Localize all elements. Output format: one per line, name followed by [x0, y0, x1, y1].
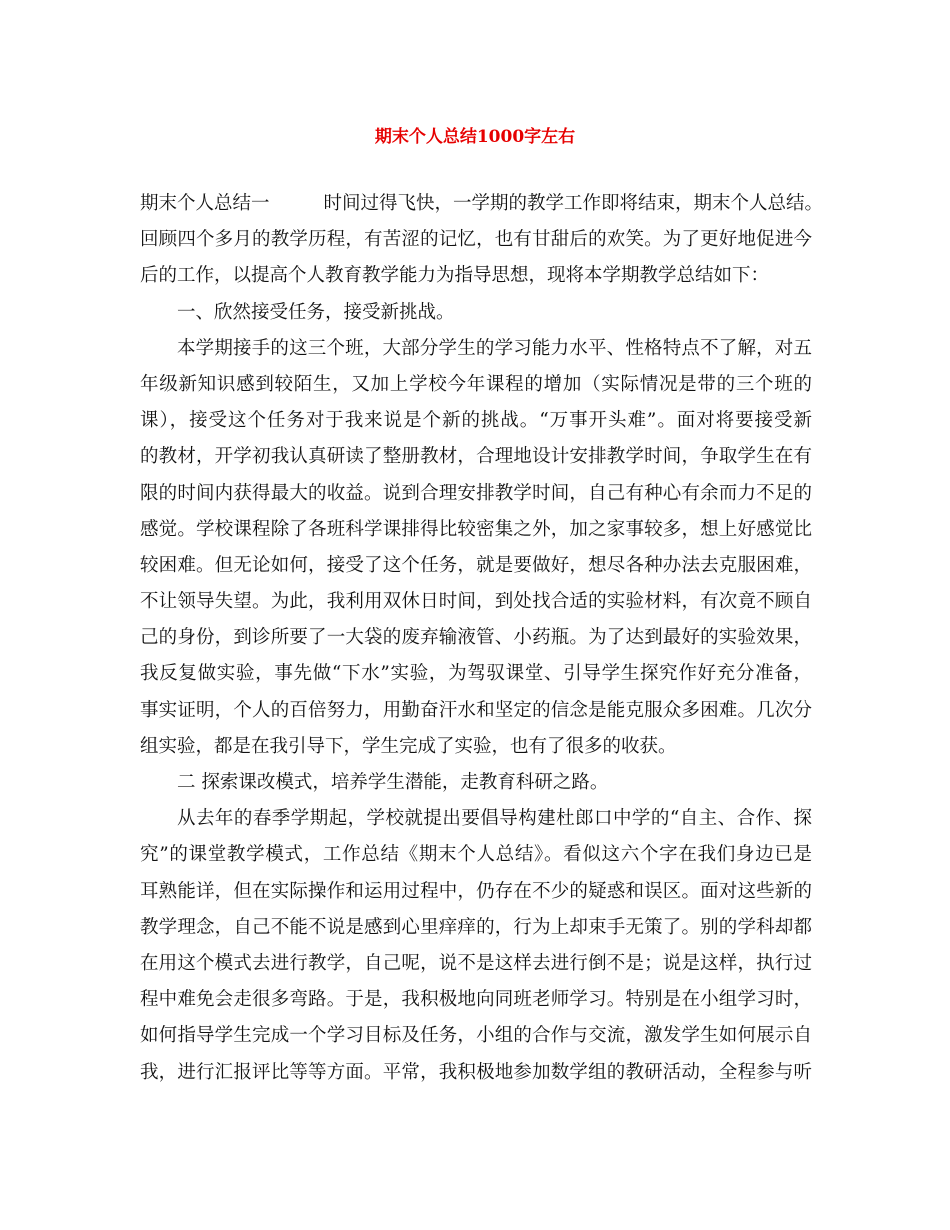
text-line: 限的时间内获得最大的收益。说到合理安排教学时间，自己有种心有余而力不足的 — [140, 482, 812, 504]
text-line: 后的工作，以提高个人教育教学能力为指导思想，现将本学期教学总结如下： — [140, 265, 770, 287]
document-title: 期末个人总结1000字左右 — [374, 127, 576, 147]
text-line: 究”的课堂教学模式，工作总结《期末个人总结》。看似这六个字在我们身边已是 — [140, 844, 812, 866]
text-line: 我，进行汇报评比等等方面。平常，我积极地参加数学组的教研活动，全程参与听 — [140, 1061, 812, 1083]
text-line: 我反复做实验，事先做“下水”实验，为驾驭课堂、引导学生探究作好充分准备， — [140, 663, 812, 685]
text-line: 感觉。学校课程除了各班科学课排得比较密集之外，加之家事较多，想上好感觉比 — [140, 518, 812, 540]
text-line: 耳熟能详，但在实际操作和运用过程中，仍存在不少的疑惑和误区。面对这些新的 — [140, 880, 812, 902]
section-heading-2: 二 探索课改模式，培养学生潜能，走教育科研之路。 — [177, 772, 609, 793]
text-line: 课），接受这个任务对于我来说是个新的挑战。“万事开头难”。面对将要接受新 — [140, 410, 812, 432]
text-line — [140, 186, 824, 222]
text-line: 如何指导学生完成一个学习目标及任务，小组的合作与交流，激发学生如何展示自 — [140, 1025, 812, 1047]
text-line: 己的身份，到诊所要了一大袋的废弃输液管、小药瓶。为了达到最好的实验效果， — [140, 627, 812, 649]
section-label: 期末个人总结一 — [140, 193, 270, 214]
document-body — [140, 186, 824, 1091]
text-line: 不让领导失望。为此，我利用双休日时间，到处找合适的实验材料，有次竟不顾自 — [140, 591, 812, 613]
text-line: 组实验，都是在我引导下，学生完成了实验，也有了很多的收获。 — [140, 735, 677, 757]
text-line-content: 时间过得飞快，一学期的教学工作即将结束，期末个人总结。 — [323, 193, 824, 214]
text-line: 教学理念，自己不能不说是感到心里痒痒的，行为上却束手无策了。别的学科却都 — [140, 916, 812, 938]
text-line: 的教材，开学初我认真研读了整册教材，合理地设计安排教学时间，争取学生在有 — [140, 446, 812, 468]
text-line: 从去年的春季学期起，学校就提出要倡导构建杜郎口中学的“自主、合作、探 — [177, 808, 812, 830]
text-line: 回顾四个多月的教学历程，有苦涩的记忆，也有甘甜后的欢笑。为了更好地促进今 — [140, 229, 812, 251]
text-line: 本学期接手的这三个班，大部分学生的学习能力水平、性格特点不了解，对五 — [177, 337, 812, 359]
text-line: 在用这个模式去进行教学，自己呢，说不是这样去进行倒不是；说是这样，执行过 — [140, 952, 812, 974]
section-heading-1: 一、欣然接受任务，接受新挑战。 — [177, 301, 455, 323]
text-line: 事实证明，个人的百倍努力，用勤奋汗水和坚定的信念是能克服众多困难。几次分 — [140, 699, 812, 721]
text-line: 年级新知识感到较陌生，又加上学校今年课程的增加（实际情况是带的三个班的 — [140, 373, 812, 395]
text-line: 程中难免会走很多弯路。于是，我积极地向同班老师学习。特别是在小组学习时， — [140, 989, 812, 1011]
text-line: 较困难。但无论如何，接受了这个任务，就是要做好，想尽各种办法去克服困难， — [140, 554, 812, 576]
